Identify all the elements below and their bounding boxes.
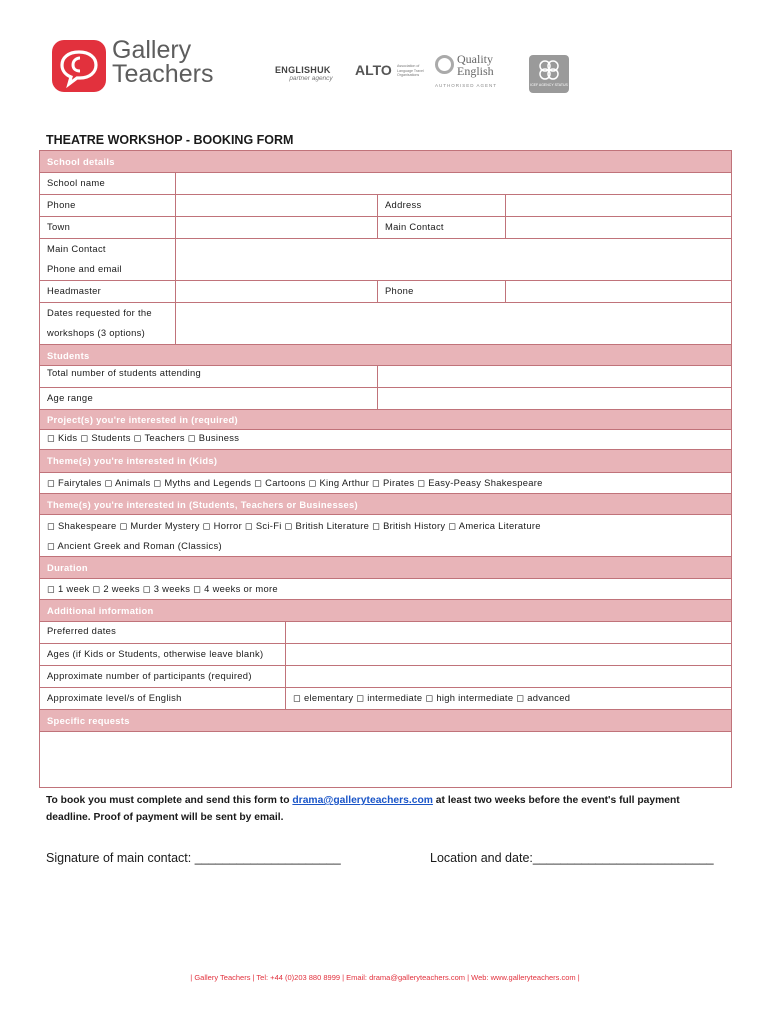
dates-row	[40, 303, 731, 345]
specific-requests-header	[40, 710, 731, 732]
clover-icon	[529, 55, 569, 83]
englishuk-logo	[275, 65, 347, 82]
total-students-label: Total number of students attending	[47, 367, 202, 378]
main-contact-field[interactable]	[505, 217, 731, 238]
section-title: Theme(s) you're interested in (Kids)	[47, 455, 218, 466]
headmaster-label: Headmaster	[47, 285, 102, 296]
participants-label: Approximate number of participants (required)	[47, 670, 252, 681]
dates-field[interactable]	[175, 303, 731, 344]
gallery-teachers-logo	[52, 40, 106, 92]
section-title: Duration	[47, 562, 88, 573]
location-date-line[interactable]: Location and date:__________________________	[430, 851, 714, 865]
headmaster-phone-cell	[377, 281, 506, 302]
total-students-field[interactable]	[377, 366, 731, 387]
english-level-label: Approximate level/s of English	[47, 692, 182, 703]
additional-header	[40, 600, 731, 622]
ages-label: Ages (if Kids or Students, otherwise leave blank)	[47, 648, 264, 659]
quality-text: Quality	[457, 52, 493, 66]
footer-contact: | Gallery Teachers | Tel: +44 (0)203 880 8999 | Email: drama@galleryteachers.com | Web: www.galleryteachers.com |	[190, 973, 580, 982]
themes-other-header	[40, 494, 731, 515]
headmaster-row	[40, 281, 731, 303]
age-range-label: Age range	[47, 392, 93, 403]
section-title: Students	[47, 350, 90, 361]
form-title: THEATRE WORKSHOP - BOOKING FORM	[46, 133, 294, 147]
themes-other-options[interactable]	[40, 515, 731, 557]
speech-bubble-icon	[52, 40, 106, 92]
quality-english-logo	[435, 53, 510, 91]
quality-circle-icon	[435, 55, 454, 74]
participants-row	[40, 666, 731, 688]
section-title: Specific requests	[47, 715, 130, 726]
contact-details-label-2: Phone and email	[47, 263, 122, 274]
booking-instructions	[46, 792, 726, 826]
duration-options[interactable]	[40, 579, 731, 600]
themes-kids-checkbox-list[interactable]: ◻ Fairytales ◻ Animals ◻ Myths and Legends ◻ Cartoons ◻ King Arthur ◻ Pirates ◻ Easy-Peasy Shakespeare	[47, 477, 543, 488]
school-name-label: School name	[47, 177, 106, 188]
ages-field[interactable]	[285, 644, 731, 665]
instructions-text-1: To book you must complete and send this form to	[46, 795, 293, 806]
headmaster-field[interactable]	[175, 281, 378, 302]
brand-line-2: Teachers	[112, 60, 214, 88]
booking-form	[39, 150, 732, 788]
section-title: Theme(s) you're interested in (Students, Teachers or Businesses)	[47, 499, 358, 510]
preferred-dates-label: Preferred dates	[47, 625, 117, 636]
age-range-field[interactable]	[377, 388, 731, 409]
englishuk-text: ENGLISHUK	[275, 65, 331, 75]
brand-name	[112, 38, 213, 86]
participants-field[interactable]	[285, 666, 731, 687]
preferred-dates-row	[40, 622, 731, 644]
agency-status-logo	[529, 55, 569, 93]
english-level-row	[40, 688, 731, 710]
english-level-options[interactable]	[285, 688, 731, 709]
themes-other-checkbox-list-1[interactable]: ◻ Shakespeare ◻ Murder Mystery ◻ Horror ◻ Sci-Fi ◻ British Literature ◻ British History ◻ America Literature	[47, 520, 541, 531]
headmaster-phone-field[interactable]	[505, 281, 731, 302]
themes-kids-header	[40, 450, 731, 473]
alto-logo	[355, 62, 427, 80]
agency-subtext: ICEF AGENCY STATUS	[530, 83, 568, 87]
dates-label-1: Dates requested for the	[47, 307, 152, 318]
english-text: English	[457, 64, 494, 78]
duration-checkbox-list[interactable]: ◻ 1 week ◻ 2 weeks ◻ 3 weeks ◻ 4 weeks or more	[47, 583, 278, 594]
dates-label-2: workshops (3 options)	[47, 327, 146, 338]
town-label: Town	[47, 221, 71, 232]
ages-row	[40, 644, 731, 666]
projects-header	[40, 410, 731, 430]
duration-header	[40, 557, 731, 579]
address-field[interactable]	[505, 195, 731, 216]
address-label: Address	[385, 199, 422, 210]
alto-text: ALTO	[355, 62, 392, 78]
preferred-dates-field[interactable]	[285, 622, 731, 643]
students-header	[40, 345, 731, 366]
school-name-row	[40, 173, 731, 195]
age-range-row	[40, 388, 731, 410]
instructions-text-2: at least two weeks before the event's full payment deadline. Proof of payment will be sent by email.	[46, 795, 680, 823]
phone-field[interactable]	[175, 195, 378, 216]
signature-line[interactable]: Signature of main contact: _____________________	[46, 851, 341, 865]
address-cell	[377, 195, 506, 216]
section-title: School details	[47, 156, 115, 167]
quality-subtext: AUTHORISED AGENT	[435, 83, 498, 88]
email-link[interactable]: drama@galleryteachers.com	[292, 795, 433, 806]
contact-details-label-1: Main Contact	[47, 243, 106, 254]
school-name-field[interactable]	[175, 173, 731, 194]
themes-kids-options[interactable]	[40, 473, 731, 494]
projects-options[interactable]	[40, 430, 731, 450]
brand-line-1: Gallery	[112, 36, 192, 64]
section-title: Additional information	[47, 605, 154, 616]
specific-requests-field[interactable]	[40, 732, 731, 788]
town-field[interactable]	[175, 217, 378, 238]
phone-label: Phone	[47, 199, 76, 210]
main-contact-cell	[377, 217, 506, 238]
alto-subtext: Association of Language Travel Organisations	[397, 64, 424, 77]
contact-details-row	[40, 239, 731, 281]
english-level-checkbox-list[interactable]: ◻ elementary ◻ intermediate ◻ high intermediate ◻ advanced	[293, 692, 571, 703]
headmaster-phone-label: Phone	[385, 285, 414, 296]
main-contact-label: Main Contact	[385, 221, 444, 232]
town-contact-row	[40, 217, 731, 239]
school-details-header	[40, 151, 731, 173]
englishuk-subtext: partner agency	[289, 75, 333, 82]
section-title: Project(s) you're interested in (required)	[47, 414, 238, 425]
contact-details-field[interactable]	[175, 239, 731, 280]
projects-checkbox-list[interactable]: ◻ Kids ◻ Students ◻ Teachers ◻ Business	[47, 432, 240, 443]
phone-address-row	[40, 195, 731, 217]
total-students-row	[40, 366, 731, 388]
themes-other-checkbox-list-2[interactable]: ◻ Ancient Greek and Roman (Classics)	[47, 540, 222, 551]
